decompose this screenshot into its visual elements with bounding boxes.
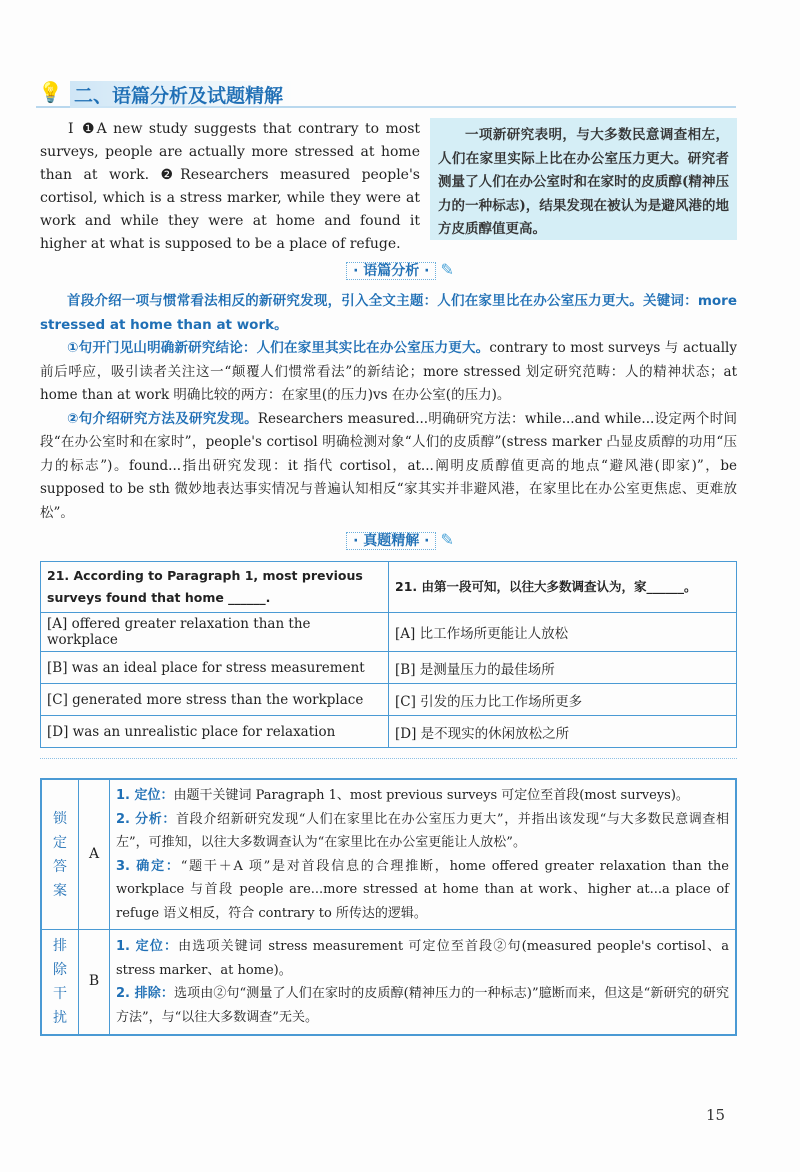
- option-b-en: [B] was an ideal place for stress measurement: [41, 652, 389, 684]
- pen-icon: ✎: [440, 260, 454, 279]
- point-text: 由题干关键词 Paragraph 1、most previous surveys 可定位至首段(most surveys)。: [173, 788, 689, 803]
- section-header: [36, 80, 736, 108]
- option-a-en: [A] offered greater relaxation than the workplace: [41, 613, 389, 652]
- option-b-cn: [B] 是测量压力的最佳场所: [389, 652, 737, 684]
- analysis-body: contrary to most surveys 与 actually 前后呼应，吸引读者关注这一“颠覆人们惯常看法”的新结论；more stressed 划定研究范畴：人的精神状态；at home than at work 明确比较的两方：在家里(的压力)vs 在办公室(的压力)。: [40, 340, 737, 403]
- analysis-heading: [0, 260, 800, 280]
- question-stem-en: 21. According to Paragraph 1, most previous surveys found that home ______.: [41, 562, 389, 613]
- passage-paragraph: [40, 118, 420, 256]
- point-key: 3. 确定：: [116, 858, 181, 874]
- option-a-cn: [A] 比工作场所更能让人放松: [389, 613, 737, 652]
- sentence-2: Researchers measured people's cortisol, which is a stress marker, while they were at work and while they were at home and found it higher at what is supposed to be a place of refuge.: [40, 167, 420, 252]
- answer-label: 锁定答案: [41, 779, 79, 930]
- point-key: 2. 分析：: [116, 811, 177, 827]
- option-c-cn: [C] 引发的压力比工作场所更多: [389, 684, 737, 716]
- lightbulb-icon: 💡: [38, 80, 63, 104]
- point-key: 2. 排除：: [116, 986, 174, 1001]
- point-text: 由选项关键词 stress measurement 可定位至首段②句(measured people's cortisol、a stress marker、at home)。: [116, 939, 729, 978]
- option-d-cn: [D] 是不现实的休闲放松之所: [389, 716, 737, 748]
- translation-box: 一项新研究表明，与大多数民意调查相左，人们在家里实际上比在办公室压力更大。研究者测量了人们在办公室时和在家时的皮质醇(精神压力的一种标志)，结果发现在被认为是避风港的地方皮质醇值更高。: [430, 118, 737, 240]
- question-stem-cn: 21. 由第一段可知，以往大多数调查认为，家______。: [389, 562, 737, 613]
- question-heading-label: · 真题精解 ·: [346, 532, 436, 550]
- section-title: 二、语篇分析及试题精解: [70, 81, 293, 108]
- analysis-heading-label: · 语篇分析 ·: [346, 262, 436, 280]
- point-key: 1. 定位：: [116, 788, 174, 803]
- page-number: 15: [706, 1106, 726, 1124]
- option-c-en: [C] generated more stress than the workplace: [41, 684, 389, 716]
- point-text: “题干＋A 项”是对首段信息的合理推断，home offered greater relaxation than the workplace 与首段 people are...more stressed at home than at work、higher at...a place of refuge 语义相反，符合 contrary to 所传达的逻辑。: [116, 858, 729, 921]
- pen-icon: ✎: [440, 530, 454, 549]
- analysis-body: Researchers measured...明确研究方法：while...and while...设定两个时间段“在办公室时和在家时”，people's cortisol 明确检测对象“人们的皮质醇”(stress marker 凸显皮质醇的功用“压力的标志”)。found...指出研究发现：it 指代 cortisol，at...阐明皮质醇值更高的地点“避风港(即家)”，be supposed to be sth 微妙地表达事实情况与普遍认知相反“家其实并非避风港，在家里比在办公室更焦虑、更难放松”。: [40, 410, 737, 521]
- paragraph-mark: Ⅰ: [68, 121, 76, 137]
- sentence-1: A new study suggests that contrary to most surveys, people are actually more stressed at home than at work.: [40, 121, 421, 183]
- question-heading: [0, 530, 800, 550]
- sentence-number: ❷: [160, 167, 181, 183]
- point-text: 选项由②句“测量了人们在家时的皮质醇(精神压力的一种标志)”臆断而来，但这是“新研究的研究方法”，与“以往大多数调查”无关。: [116, 986, 729, 1025]
- dotted-divider: [40, 758, 737, 759]
- question-table: [40, 561, 737, 748]
- option-d-en: [D] was an unrealistic place for relaxation: [41, 716, 389, 748]
- point-key: 1. 定位：: [116, 939, 179, 954]
- answer-letter: A: [79, 779, 110, 930]
- answer-label: 排除干扰: [41, 930, 79, 1036]
- analysis-lead: ②句介绍研究方法及研究发现。: [67, 410, 258, 427]
- answer-letter: B: [79, 930, 110, 1036]
- sentence-number: ❶: [82, 121, 97, 137]
- answer-table: [40, 778, 737, 1036]
- point-text: 首段介绍新研究发现“人们在家里比在办公室压力更大”，并指出该发现“与大多数民意调查相左”，可推知，以往大多数调查认为“在家里比在办公室更能让人放松”。: [116, 811, 729, 850]
- analysis-lead: ①句开门见山明确新研究结论：人们在家里其实比在办公室压力更大。: [67, 340, 490, 356]
- analysis-summary: 首段介绍一项与惯常看法相反的新研究发现，引入全文主题：人们在家里比在办公室压力更大。关键词：more stressed at home than at work。: [40, 293, 737, 333]
- analysis-text: [40, 290, 737, 525]
- answer-row: [41, 930, 736, 1036]
- answer-row: [41, 779, 736, 930]
